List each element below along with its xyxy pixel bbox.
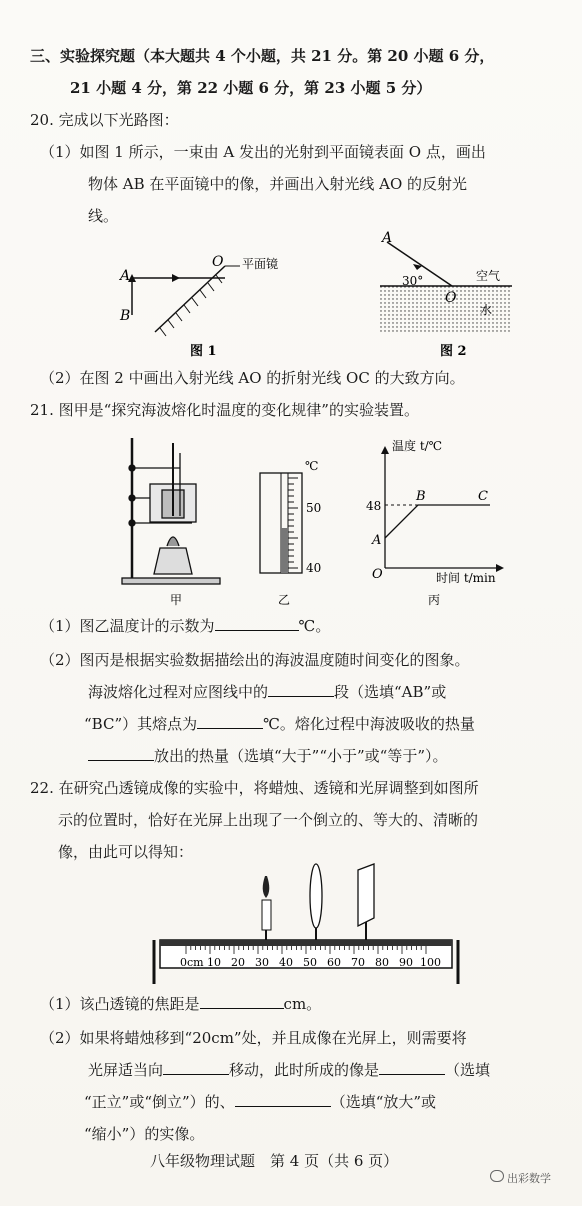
q21-part2-line2-text: 海波熔化过程对应图线中的 (88, 683, 269, 701)
q22-part2-line3-text: “正立”或“倒立”）的、 (84, 1093, 235, 1111)
thermo-unit: ℃ (305, 459, 319, 473)
q22-part2-line1: （2）如果将蜡烛移到“20cm”处，并且成像在光屏上，则需要将 (40, 1029, 467, 1047)
section-title-line2: 21 小题 4 分，第 22 小题 6 分，第 23 小题 5 分） (70, 79, 432, 97)
q21-part1 (40, 616, 330, 636)
q22-blank-4[interactable] (235, 1092, 331, 1107)
fig2-caption: 图 2 (440, 344, 467, 359)
graph-y48: 48 (366, 499, 382, 513)
figure-1-2 (100, 230, 520, 370)
graph-ylabel: 温度 t/℃ (392, 439, 443, 453)
q22-part2-line3 (84, 1092, 436, 1112)
q21-part2-line3-rest: ℃。熔化过程中海波吸收的热量 (263, 715, 475, 733)
ruler-60: 60 (327, 956, 341, 969)
q20-title: 20. 完成以下光路图： (30, 111, 179, 129)
fig1-label-mirror: 平面镜 (242, 257, 279, 271)
ruler-30: 30 (255, 956, 269, 969)
graph-origin: O (372, 567, 383, 582)
q22-blank-3[interactable] (379, 1060, 445, 1075)
fig1-label-B: B (120, 308, 131, 324)
q22-part2-line2-text: 光屏适当向 (88, 1061, 164, 1079)
watermark-logo (490, 1170, 551, 1186)
fig2-label-angle: 30° (402, 274, 424, 288)
q21-blank-4[interactable] (88, 746, 154, 761)
fig1-label-A: A (120, 268, 131, 284)
light-screen (358, 864, 374, 940)
q22-part1-text: （1）该凸透镜的焦距是 (40, 995, 200, 1013)
candle (262, 876, 271, 940)
q22-part1-unit: cm。 (283, 995, 322, 1013)
q21-part2-line2-option: 段（选填“AB”或 (334, 683, 447, 701)
wechat-icon (490, 1170, 504, 1182)
q22-line3: 像，由此可以得知： (58, 843, 194, 861)
ruler-80: 80 (375, 956, 389, 969)
fig2-label-O: O (445, 290, 457, 306)
figure-jia (122, 438, 220, 584)
q21-part2-line3-text: “BC”）其熔点为 (84, 715, 198, 733)
ruler-10: 10 (207, 956, 221, 969)
q22-part2-line2 (88, 1060, 490, 1080)
ruler-70: 70 (351, 956, 365, 969)
plane-mirror-line (155, 266, 225, 332)
fig1-label-O: O (212, 254, 224, 270)
q22-part2-line2-end: （选填 (445, 1061, 491, 1079)
q22-line1: 22. 在研究凸透镜成像的实验中，将蜡烛、透镜和光屏调整到如图所 (30, 779, 479, 797)
section-title-line1: 三、实验探究题（本大题共 4 个小题，共 21 分。第 20 小题 6 分， (30, 47, 495, 65)
label-bing: 丙 (428, 593, 441, 607)
ruler-20: 20 (231, 956, 245, 969)
q21-part2-line4 (88, 746, 448, 766)
figure-21 (100, 428, 520, 608)
q21-blank-1[interactable] (215, 616, 299, 631)
figure-22-optical-bench (150, 856, 470, 986)
q21-part1-text: （1）图乙温度计的示数为 (40, 617, 215, 635)
label-jia: 甲 (170, 593, 183, 607)
graph-xlabel: 时间 t/min (436, 571, 496, 585)
ruler-50: 50 (303, 956, 317, 969)
q22-part2-line4: “缩小”）的实像。 (84, 1125, 205, 1143)
fig2-label-A: A (382, 230, 393, 246)
q21-part1-unit: ℃。 (298, 617, 331, 635)
q22-blank-2[interactable] (163, 1060, 229, 1075)
ruler-40: 40 (279, 956, 293, 969)
q22-part2-line3-option: （选填“放大”或 (330, 1093, 437, 1111)
thermo-tick-40: 40 (306, 561, 322, 575)
ruler-100: 100 (420, 956, 441, 969)
thermo-tick-50: 50 (306, 501, 322, 515)
q20-part1-line2: 物体 AB 在平面镜中的像，并画出入射光线 AO 的反射光 (88, 175, 468, 193)
figure-1 (118, 254, 278, 359)
q20-part2: （2）在图 2 中画出入射光线 AO 的折射光线 OC 的大致方向。 (40, 369, 465, 387)
fig2-label-air: 空气 (476, 269, 501, 283)
q21-part2-line1: （2）图丙是根据实验数据描绘出的海波温度随时间变化的图象。 (40, 651, 470, 669)
figure-bing-graph (366, 438, 504, 585)
graph-point-C: C (478, 489, 488, 504)
label-yi: 乙 (278, 593, 291, 607)
graph-point-B: B (416, 489, 426, 504)
q21-part2-line4-text: 放出的热量（选填“大于”“小于”或“等于”）。 (154, 747, 448, 765)
q20-part1-line3: 线。 (88, 207, 119, 225)
q21-part2-line3 (84, 714, 475, 734)
q21-part2-line2 (88, 682, 446, 702)
q22-part1 (40, 994, 321, 1014)
q22-blank-1[interactable] (200, 994, 284, 1009)
fig2-label-water: 水 (480, 303, 493, 317)
fig1-caption: 图 1 (190, 344, 217, 359)
page-footer: 八年级物理试题 第 4 页（共 6 页） (150, 1152, 399, 1170)
figure-2 (380, 230, 512, 359)
convex-lens (310, 864, 322, 940)
q22-line2: 示的位置时，恰好在光屏上出现了一个倒立的、等大的、清晰的 (58, 811, 479, 829)
q21-title: 21. 图甲是“探究海波熔化时温度的变化规律”的实验装置。 (30, 401, 419, 419)
q21-blank-2[interactable] (268, 682, 334, 697)
q22-part2-line2-mid: 移动，此时所成的像是 (229, 1061, 380, 1079)
q21-blank-3[interactable] (197, 714, 263, 729)
q20-part1-line1: （1）如图 1 所示，一束由 A 发出的光射到平面镜表面 O 点，画出 (40, 143, 486, 161)
graph-point-A: A (372, 533, 382, 548)
ruler-0: 0cm (180, 956, 204, 969)
figure-yi-thermometer (260, 459, 321, 575)
watermark-text: 出彩数学 (507, 1172, 551, 1185)
ruler-90: 90 (399, 956, 413, 969)
